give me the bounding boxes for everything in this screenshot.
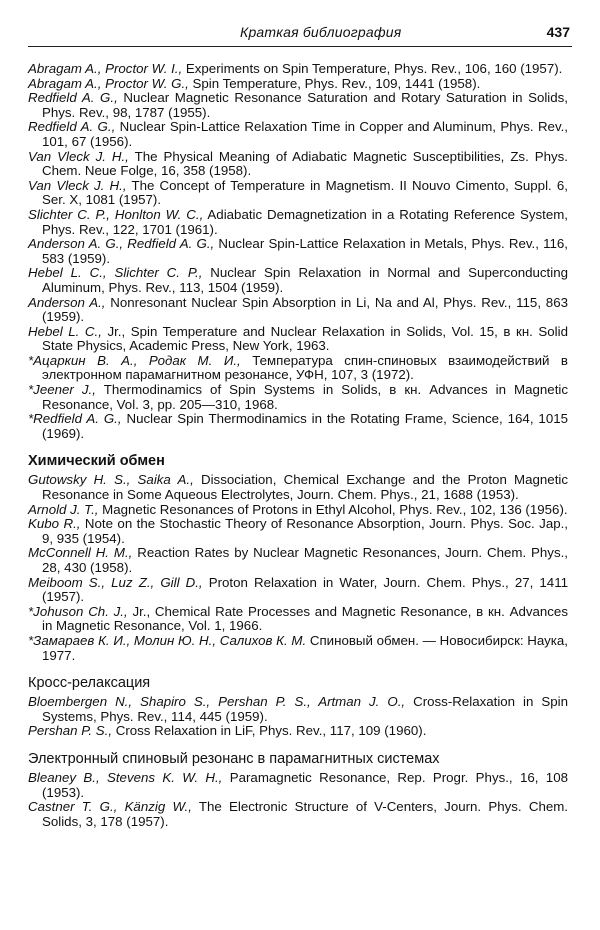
bibliography-entry (28, 634, 568, 663)
bibliography-entry (28, 473, 568, 502)
bibliography-entry (28, 605, 568, 634)
entry-authors: Meiboom S., Luz Z., Gill D., (28, 574, 203, 590)
section-title: Химический обмен (28, 453, 165, 470)
entry-authors: McConnell H. M., (28, 545, 133, 561)
entry-authors: Hebel L. C., Slichter C. P., (28, 265, 203, 281)
entry-text: Thermodinamics of Spin Systems in Solids, в кн. Advances in Magnetic Resonance, Vol. 3, pp. 205—310, 1968. (42, 382, 568, 412)
bibliography-entry (28, 383, 568, 412)
entry-text: The Electronic Structure of V-Centers, Journ. Phys. Chem. Solids, 3, 178 (1957). (42, 799, 569, 829)
entry-text: Nonresonant Nuclear Spin Absorption in Li, Na and Al, Phys. Rev., 115, 863 (1959). (42, 294, 568, 325)
entry-authors: *Jeener J., (28, 382, 96, 398)
bibliography-entry (28, 354, 568, 383)
page-header (28, 18, 572, 47)
entry-authors: Kubo R., (28, 516, 81, 532)
entry-text: Spin Temperature, Phys. Rev., 109, 1441 (1958). (188, 75, 481, 91)
entry-authors: Abragam A., Proctor W. G., (28, 75, 189, 91)
entry-text: Adiabatic Demagnetization in a Rotating Reference System, Phys. Rev., 122, 1701 (1961). (42, 206, 568, 237)
bibliography-entry (28, 237, 568, 266)
entry-authors: Van Vleck J. H., (28, 177, 127, 193)
entry-text: Paramagnetic Resonance, Rep. Progr. Phys., 16, 108 (1953). (42, 769, 568, 800)
entry-text: Proton Relaxation in Water, Journ. Chem. Phys., 27, 1411 (1957). (42, 574, 569, 605)
entry-text: The Physical Meaning of Adiabatic Magnetic Susceptibilities, Zs. Phys. Chem. Neue Folge, 16, 358 (1958). (42, 148, 568, 179)
bibliography (28, 62, 568, 829)
entry-text: Jr., Chemical Rate Processes and Magnetic Resonance, в кн. Advances in Magnetic Resonance, Vol. 1, 1966. (42, 603, 568, 634)
entry-text: Nuclear Spin Relaxation in Normal and Superconducting Aluminum, Phys. Rev., 113, 1504 (1959). (42, 265, 568, 295)
entry-text: Dissociation, Chemical Exchange and the Proton Magnetic Resonance in Some Aqueous Electrolytes, Journ. Chem. Phys., 21, 1688 (1953). (42, 472, 568, 503)
bibliography-entry (28, 62, 568, 77)
entry-authors: Redfield A. G., (28, 90, 118, 106)
entry-authors: Van Vleck J. H., (28, 148, 129, 164)
entry-authors: Bleaney B., Stevens K. W. H., (28, 769, 223, 785)
bibliography-entry (28, 77, 568, 92)
bibliography-entry (28, 325, 568, 354)
entry-text: The Concept of Temperature in Magnetism. II Nouvo Cimento, Suppl. 6, Ser. X, 1081 (1957). (42, 177, 568, 208)
bibliography-entry (28, 208, 568, 237)
bibliography-entry (28, 120, 568, 149)
entry-authors: Abragam A., Proctor W. I., (28, 61, 183, 76)
entry-text: Magnetic Resonances of Protons in Ethyl Alcohol, Phys. Rev., 102, 136 (1956). (98, 501, 568, 517)
bibliography-entry (28, 800, 568, 829)
entry-text: Температура спин-спиновых взаимодействий в электронном парамагнитном резонансе, УФН, 107, 3 (1972). (42, 352, 568, 383)
bibliography-entry (28, 150, 568, 179)
entry-authors: Bloembergen N., Shapiro S., Pershan P. S., Artman J. O., (28, 694, 406, 710)
bibliography-entry (28, 503, 568, 518)
entry-authors: Arnold J. T., (28, 501, 99, 517)
bibliography-entry (28, 296, 568, 325)
bibliography-entry (28, 546, 568, 575)
entry-authors: Hebel L. C., (28, 323, 102, 339)
entry-authors: Gutowsky H. S., Saika A., (28, 472, 194, 488)
running-title: Краткая библиография (240, 24, 402, 40)
entry-text: Note on the Stochastic Theory of Resonance Absorption, Journ. Phys. Soc. Jap., 9, 935 (1954). (42, 516, 568, 546)
entry-authors: Castner T. G., Känzig W., (28, 799, 192, 815)
entry-text: Спиновый обмен. — Новосибирск: Наука, 1977. (42, 632, 568, 663)
entry-authors: Pershan P. S., (28, 723, 113, 739)
entry-text: Nuclear Spin Thermodinamics in the Rotating Frame, Science, 164, 1015 (1969). (42, 411, 569, 441)
bibliography-entry (28, 266, 568, 295)
bibliography-entry (28, 724, 568, 739)
bibliography-entry (28, 576, 568, 605)
entry-text: Reaction Rates by Nuclear Magnetic Resonances, Journ. Chem. Phys., 28, 430 (1958). (42, 545, 568, 575)
section-title: Электронный спиновый резонанс в парамагнитных системах (28, 750, 440, 767)
entry-authors: *Johuson Ch. J., (28, 603, 128, 619)
bibliography-entry (28, 91, 568, 120)
entry-text: Jr., Spin Temperature and Nuclear Relaxation in Solids, Vol. 15, в кн. Solid State Physics, Academic Press, New York, 1963. (42, 323, 568, 354)
bibliography-entry (28, 771, 568, 800)
entry-text: Cross Relaxation in LiF, Phys. Rev., 117, 109 (1960). (112, 723, 427, 739)
entry-authors: *Ацаркин В. А., Родак М. И., (28, 352, 241, 368)
bibliography-entry (28, 412, 568, 441)
bibliography-entry (28, 179, 568, 208)
entry-authors: Anderson A. G., Redfield A. G., (28, 236, 215, 252)
entry-text: Nuclear Spin-Lattice Relaxation Time in Copper and Aluminum, Phys. Rev., 101, 67 (1956). (42, 119, 568, 149)
section-title: Кросс-релаксация (28, 675, 151, 692)
entry-authors: *Замараев К. И., Молин Ю. Н., Салихов К. М. (28, 632, 307, 648)
bibliography-entry (28, 695, 568, 724)
bibliography-entry (28, 517, 568, 546)
entry-text: Experiments on Spin Temperature, Phys. Rev., 106, 160 (1957). (182, 61, 563, 76)
page-number: 437 (546, 24, 570, 40)
entry-text: Cross-Relaxation in Spin Systems, Phys. Rev., 114, 445 (1959). (42, 694, 569, 724)
entry-text: Nuclear Spin-Lattice Relaxation in Metals, Phys. Rev., 116, 583 (1959). (42, 236, 569, 266)
entry-text: Nuclear Magnetic Resonance Saturation and Rotary Saturation in Solids, Phys. Rev., 98, 1787 (1955). (42, 90, 568, 120)
entry-authors: Redfield A. G., (28, 119, 116, 135)
entry-authors: Anderson A., (28, 294, 106, 310)
entry-authors: Slichter C. P., Honlton W. C., (28, 206, 204, 222)
entry-authors: *Redfield A. G., (28, 411, 122, 427)
